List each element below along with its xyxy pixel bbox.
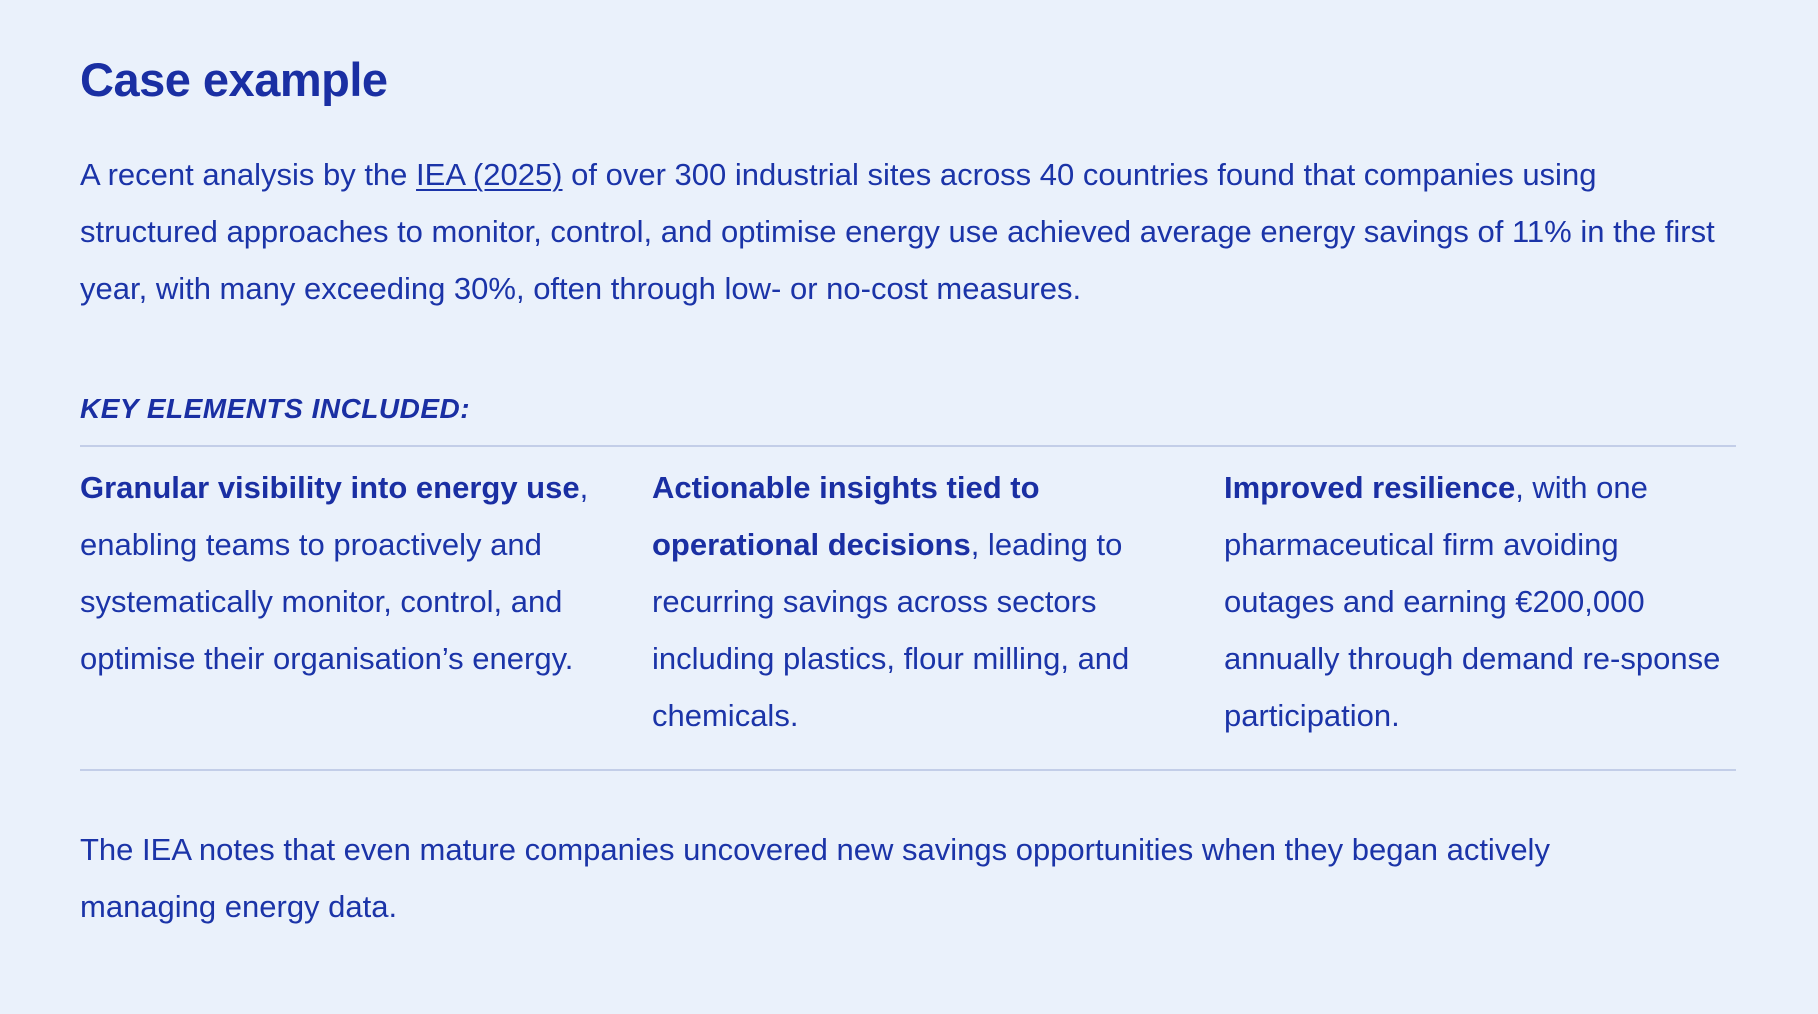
intro-text-end: of over 300 industrial sites across 40 countries found that companies using structured approaches to monitor, control, and optimise energy use achieved average energy savings of 11% in the first year, with many exceeding 30%, often through low- or no-cost measures. xyxy=(80,157,1715,306)
key-element-title: Actionable insights tied to operational decisions xyxy=(652,470,1040,562)
key-elements-heading: KEY ELEMENTS INCLUDED: xyxy=(80,393,471,424)
key-element-item xyxy=(80,459,652,744)
key-element-description: , with one pharmaceutical firm avoiding outages and earning €200,000 annually through demand re-sponse participation. xyxy=(1224,470,1721,733)
intro-text-start: A recent analysis by the xyxy=(80,157,417,192)
key-element-description: , enabling teams to proactively and systematically monitor, control, and optimise their organisation’s energy. xyxy=(80,470,589,676)
key-element-title: Granular visibility into energy use xyxy=(80,470,580,505)
closing-paragraph: The IEA notes that even mature companies uncovered new savings opportunities when they began actively managing energy data. xyxy=(80,832,1550,924)
key-element-title: Improved resilience xyxy=(1224,470,1516,505)
iea-2025-link[interactable]: IEA (2025) xyxy=(416,157,563,192)
intro-paragraph xyxy=(80,146,1740,317)
key-element-item xyxy=(1224,459,1736,744)
bottom-divider xyxy=(80,769,1736,771)
page-title: Case example xyxy=(80,53,388,106)
key-element-description: , leading to recurring savings across sectors including plastics, flour milling, and chemicals. xyxy=(652,527,1130,733)
key-elements-list xyxy=(80,447,1738,769)
key-element-item xyxy=(652,459,1224,744)
